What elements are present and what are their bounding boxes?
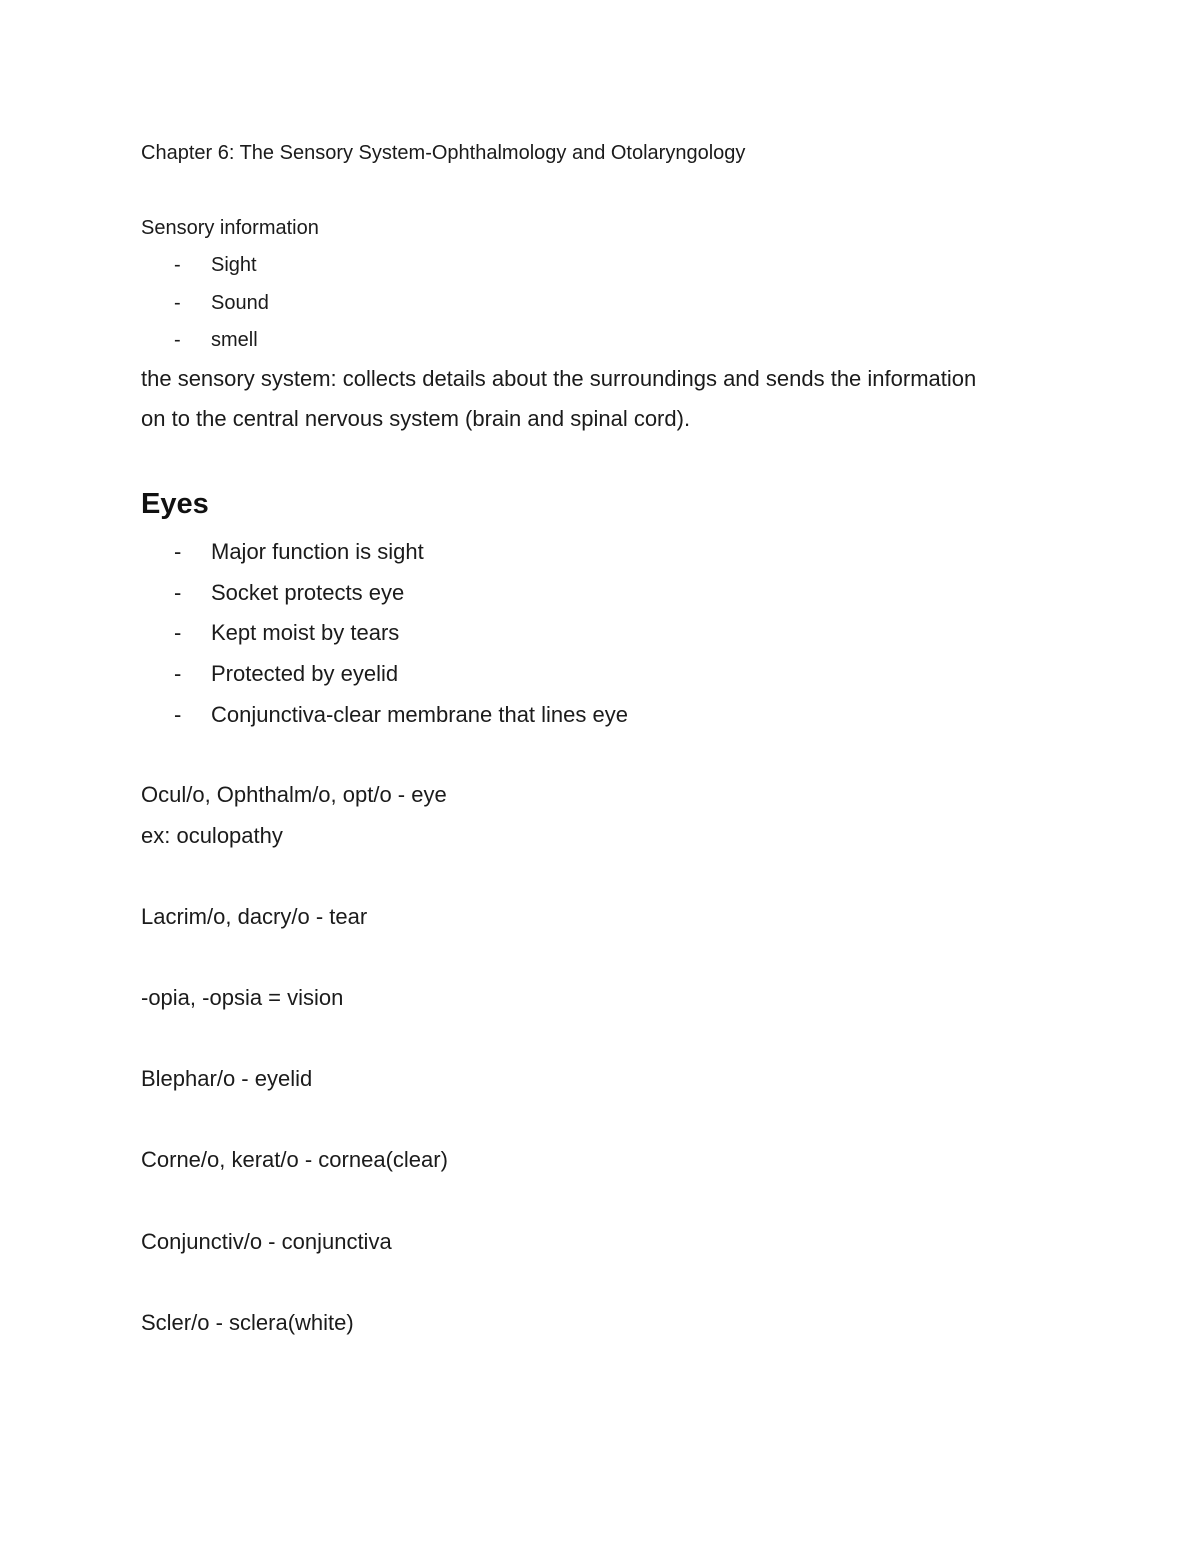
list-item bbox=[174, 702, 628, 728]
list-item-text: Kept moist by tears bbox=[211, 620, 400, 645]
list-item bbox=[174, 254, 257, 277]
list-item bbox=[174, 580, 404, 606]
bullet-dash: - bbox=[174, 620, 182, 645]
list-item bbox=[174, 539, 424, 565]
list-item-text: Socket protects eye bbox=[211, 580, 405, 605]
term-conjunctiv: Conjunctiv/o - conjunctiva bbox=[141, 1229, 392, 1254]
list-item bbox=[174, 329, 258, 352]
sensory-heading: Sensory information bbox=[141, 217, 319, 239]
term-blephar: Blephar/o - eyelid bbox=[141, 1066, 313, 1091]
term-opia: -opia, -opsia = vision bbox=[141, 985, 344, 1010]
bullet-dash: - bbox=[174, 329, 181, 351]
eyes-heading: Eyes bbox=[141, 488, 209, 520]
bullet-dash: - bbox=[174, 580, 182, 605]
chapter-title: Chapter 6: The Sensory System-Ophthalmology and Otolaryngology bbox=[141, 142, 746, 164]
list-item bbox=[174, 292, 269, 315]
term-corne: Corne/o, kerat/o - cornea(clear) bbox=[141, 1147, 448, 1172]
bullet-dash: - bbox=[174, 539, 182, 564]
list-item-text: Protected by eyelid bbox=[211, 661, 399, 686]
list-item-text: smell bbox=[211, 329, 258, 351]
list-item-text: Conjunctiva-clear membrane that lines eye bbox=[211, 702, 628, 727]
list-item-text: Major function is sight bbox=[211, 539, 424, 564]
list-item bbox=[174, 620, 399, 646]
list-item-text: Sight bbox=[211, 254, 257, 276]
bullet-dash: - bbox=[174, 292, 181, 314]
term-scler: Scler/o - sclera(white) bbox=[141, 1310, 354, 1335]
list-item-text: Sound bbox=[211, 292, 269, 314]
term-ocul-example: ex: oculopathy bbox=[141, 823, 283, 848]
term-lacrim: Lacrim/o, dacry/o - tear bbox=[141, 904, 368, 929]
bullet-dash: - bbox=[174, 702, 182, 727]
definition-line: on to the central nervous system (brain and spinal cord). bbox=[141, 406, 691, 431]
term-ocul: Ocul/o, Ophthalm/o, opt/o - eye bbox=[141, 782, 447, 807]
bullet-dash: - bbox=[174, 254, 181, 276]
definition-line: the sensory system: collects details about the surroundings and sends the information bbox=[141, 366, 977, 391]
list-item bbox=[174, 661, 398, 687]
bullet-dash: - bbox=[174, 661, 182, 686]
